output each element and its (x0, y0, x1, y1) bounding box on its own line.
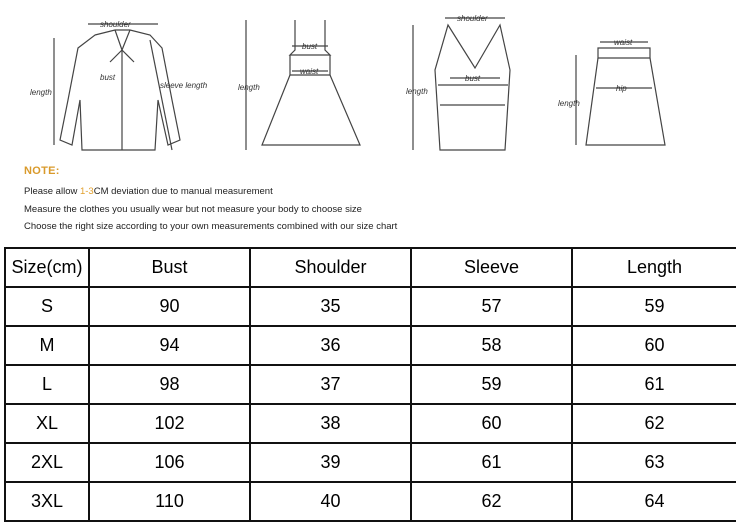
cell-sleeve: 61 (411, 443, 572, 482)
cell-length: 60 (572, 326, 736, 365)
cell-sleeve: 60 (411, 404, 572, 443)
skirt-waist-label: waist (614, 38, 633, 47)
note-line-1-end: CM deviation due to manual measurement (93, 186, 273, 197)
top-length-label: length (406, 87, 428, 96)
cell-sleeve: 59 (411, 365, 572, 404)
cell-sleeve: 62 (411, 482, 572, 521)
measurement-diagram (0, 0, 736, 247)
note-line-1 (24, 183, 584, 201)
cell-bust: 94 (89, 326, 250, 365)
table-row (5, 326, 736, 365)
header-shoulder: Shoulder (250, 248, 411, 287)
cell-shoulder: 39 (250, 443, 411, 482)
garment-sketches (0, 0, 736, 160)
cell-shoulder: 37 (250, 365, 411, 404)
cell-bust: 106 (89, 443, 250, 482)
shirt-shoulder-label: shoulder (100, 20, 131, 29)
header-bust: Bust (89, 248, 250, 287)
dress-length-label: length (238, 83, 260, 92)
table-row (5, 365, 736, 404)
cell-shoulder: 36 (250, 326, 411, 365)
table-header-row (5, 248, 736, 287)
cell-bust: 110 (89, 482, 250, 521)
note-line-1-start: Please allow (24, 186, 80, 197)
cell-shoulder: 40 (250, 482, 411, 521)
header-sleeve: Sleeve (411, 248, 572, 287)
cell-shoulder: 35 (250, 287, 411, 326)
cell-length: 63 (572, 443, 736, 482)
header-length: Length (572, 248, 736, 287)
cell-length: 62 (572, 404, 736, 443)
cell-sleeve: 57 (411, 287, 572, 326)
cell-size: M (5, 326, 89, 365)
note-line-1-highlight: 1-3 (79, 186, 94, 197)
cell-shoulder: 38 (250, 404, 411, 443)
cell-length: 59 (572, 287, 736, 326)
cell-size: S (5, 287, 89, 326)
shirt-bust-label: bust (100, 73, 116, 82)
table-row (5, 482, 736, 521)
note-title: NOTE: (24, 165, 60, 177)
cell-size: L (5, 365, 89, 404)
top-shoulder-label: shoulder (457, 14, 488, 23)
table-row (5, 443, 736, 482)
cell-size: 3XL (5, 482, 89, 521)
cell-bust: 102 (89, 404, 250, 443)
cell-bust: 98 (89, 365, 250, 404)
top-bust-label: bust (465, 74, 481, 83)
table-row (5, 287, 736, 326)
skirt-sketch (576, 42, 665, 145)
cell-length: 61 (572, 365, 736, 404)
size-chart-table (4, 247, 736, 522)
note-line-2: Measure the clothes you usually wear but not measure your body to choose size (24, 203, 362, 215)
dress-sketch (246, 20, 360, 150)
top-sketch (413, 18, 510, 150)
cell-size: XL (5, 404, 89, 443)
dress-waist-label: waist (300, 67, 319, 76)
shirt-sleeve-label: sleeve length (160, 81, 208, 90)
header-size: Size(cm) (5, 248, 89, 287)
dress-bust-label: bust (302, 42, 318, 51)
skirt-length-label: length (558, 99, 580, 108)
cell-length: 64 (572, 482, 736, 521)
cell-sleeve: 58 (411, 326, 572, 365)
cell-size: 2XL (5, 443, 89, 482)
table-row (5, 404, 736, 443)
note-section (24, 165, 584, 236)
note-line-3: Choose the right size according to your own measurements combined with our size chart (24, 221, 398, 232)
shirt-length-label: length (30, 88, 52, 97)
cell-bust: 90 (89, 287, 250, 326)
skirt-hip-label: hip (616, 84, 627, 93)
